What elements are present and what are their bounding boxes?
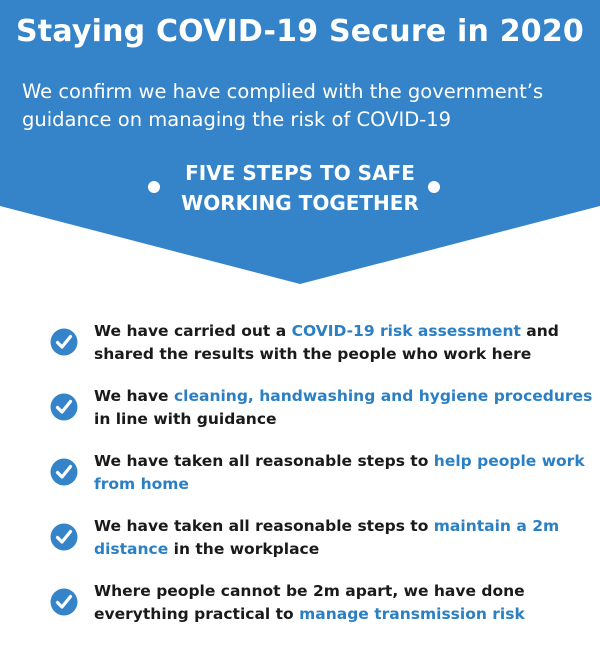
item-highlight: maintain a 2m distance (94, 517, 560, 558)
list-item (50, 450, 590, 515)
checkmark-icon (50, 393, 78, 421)
bullet-dot-icon (148, 181, 160, 193)
item-text-before: We have carried out a (94, 322, 292, 340)
steps-list (50, 320, 593, 645)
header-banner (0, 0, 600, 284)
list-item-text (94, 385, 594, 431)
list-item (50, 320, 590, 385)
item-text-after: and shared the results with the people who work here (94, 322, 559, 363)
item-text-before: We have taken all reasonable steps to (94, 452, 434, 470)
item-text-before: We have taken all reasonable steps to (94, 517, 434, 535)
item-highlight: cleaning, handwashing and hygiene procedures (173, 387, 593, 405)
list-item-text (94, 450, 594, 496)
page-title: Staying COVID-19 Secure in 2020 (15, 14, 585, 49)
steps-heading-group (0, 158, 600, 218)
item-text-before: Where people cannot be 2m apart, we have done everything practical to (94, 582, 525, 623)
item-highlight: manage transmission risk (299, 605, 525, 623)
checkmark-icon (50, 588, 78, 616)
item-highlight: COVID-19 risk assessment (291, 322, 521, 340)
bullet-dot-icon (428, 181, 440, 193)
item-text-before: We have (94, 387, 174, 405)
list-item (50, 515, 590, 580)
item-text-after: in the workplace (168, 540, 320, 558)
page-subtitle: We confirm we have complied with the government’s guidance on managing the risk of COVID-19 (22, 80, 544, 131)
list-item-text (94, 515, 594, 561)
steps-heading: FIVE STEPS TO SAFE WORKING TOGETHER (181, 161, 419, 215)
list-item-text (94, 580, 594, 626)
checkmark-icon (50, 458, 78, 486)
list-item (50, 385, 593, 450)
checkmark-icon (50, 328, 78, 356)
item-text-after: in line with guidance (94, 410, 277, 428)
item-highlight: help people work from home (94, 452, 585, 493)
checkmark-icon (50, 523, 78, 551)
list-item-text (94, 320, 594, 366)
list-item (50, 580, 590, 645)
